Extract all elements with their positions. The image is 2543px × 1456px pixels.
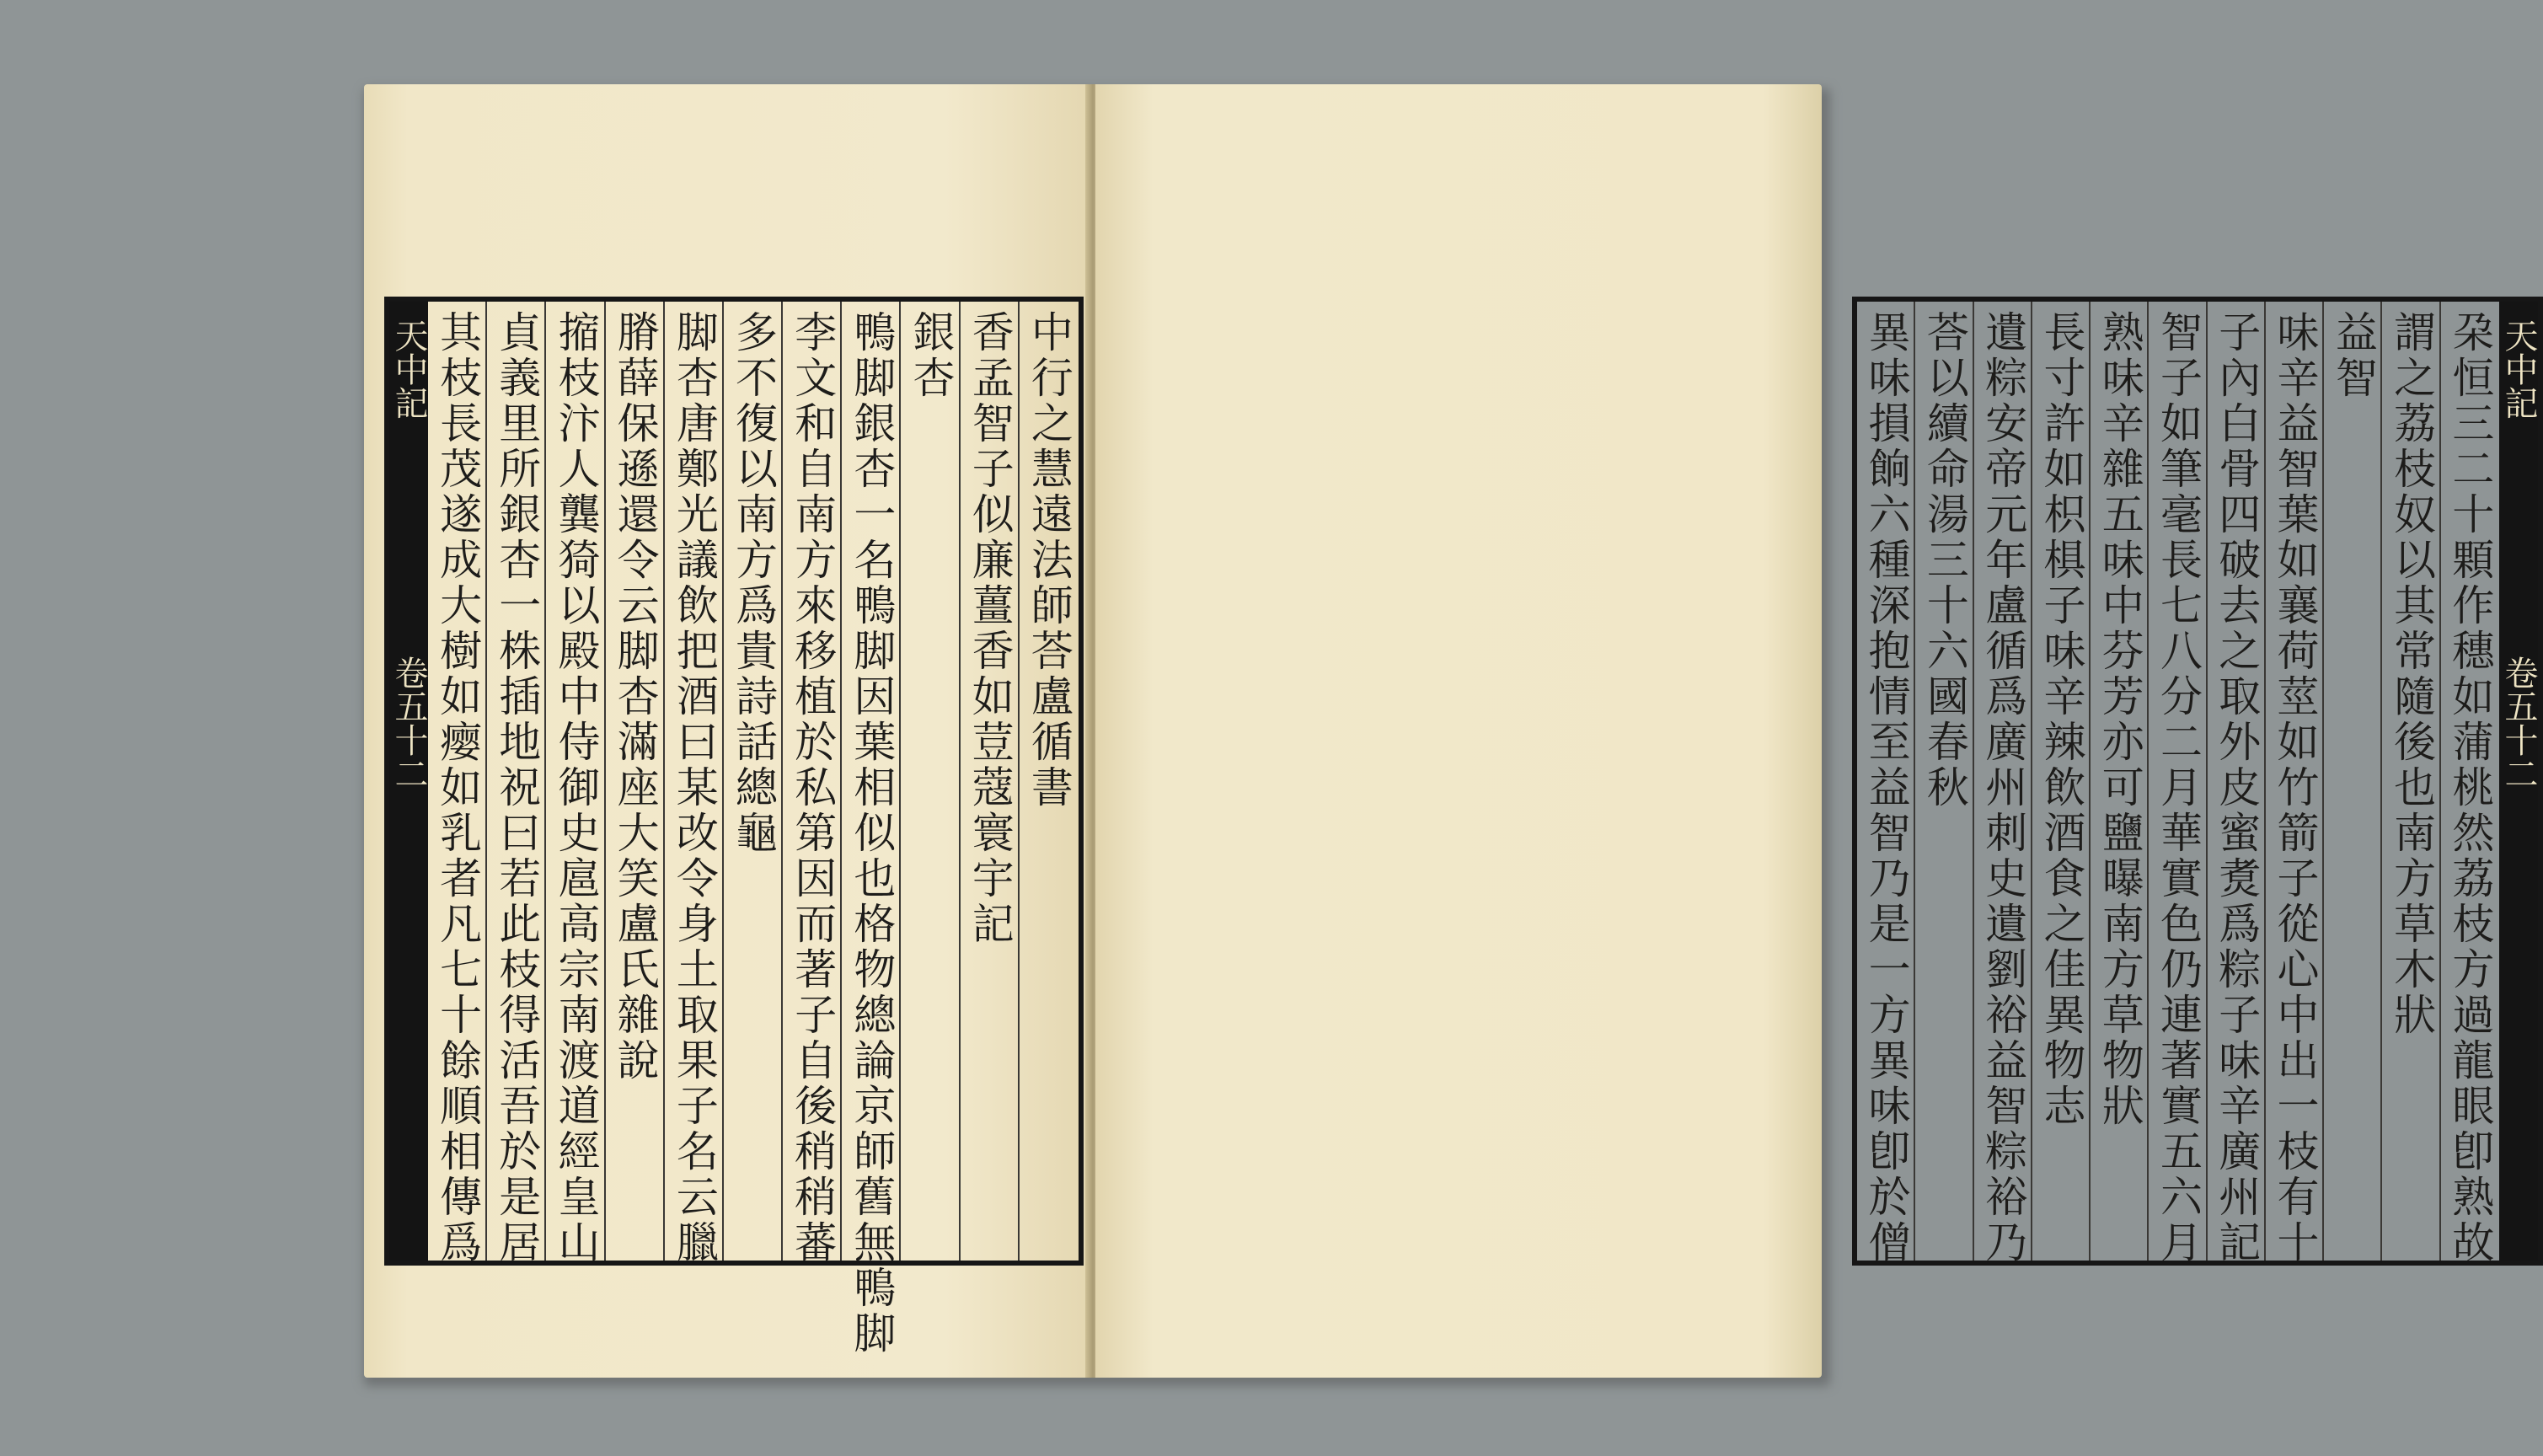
- column-rule: [485, 302, 487, 1261]
- column-rule: [2089, 302, 2091, 1261]
- column-rule: [1973, 302, 1974, 1261]
- open-book: [364, 84, 2538, 1378]
- right-page-column: 遺粽安帝元年盧循爲廣州刺史遺劉裕益智粽裕乃: [1978, 310, 2028, 1266]
- left-page-column: 膌薛保遜還令云脚杏滿座大笑盧氏雜說: [610, 310, 660, 1084]
- left-marginal-title: 天中記: [389, 318, 428, 420]
- column-rule: [604, 302, 606, 1261]
- right-page-column: 智子如筆毫長七八分二月華實色仍連著實五六月: [2154, 310, 2203, 1266]
- right-page-column: 異味損餉六種深抱情至益智乃是一方異味卽於僧: [1861, 310, 1911, 1266]
- right-marginal-strip: [2499, 302, 2538, 1261]
- column-rule: [2322, 302, 2324, 1261]
- column-rule: [781, 302, 783, 1261]
- left-page-column: 貞義里所銀杏一株插地祝曰若此枝得活吾於是居: [492, 310, 542, 1266]
- left-text-frame: [384, 297, 1084, 1357]
- right-page-column: 朶恒三二十顆作穗如蒲桃然荔枝方過龍眼卽熟故: [2445, 310, 2495, 1266]
- right-text-frame: [1852, 297, 2543, 1266]
- right-page-column: 味辛益智葉如襄荷莖如竹箭子從心中出一枝有十: [2270, 310, 2320, 1266]
- column-rule: [663, 302, 665, 1261]
- left-page-column: 摍枝汴人龔猗以殿中侍御史扈高宗南渡道經皇山: [551, 310, 601, 1266]
- left-marginal-strip: [389, 302, 428, 1261]
- right-page-column: 熟味辛雜五味中芬芳亦可鹽曝南方草物狀: [2095, 310, 2144, 1129]
- column-rule: [544, 302, 546, 1261]
- left-page-column: 中行之慧遠法師荅盧循書: [1024, 310, 1073, 811]
- column-rule: [722, 302, 724, 1261]
- left-page-column: 其枝長茂遂成大樹如瘿如乳者凡七十餘順相傳爲: [433, 310, 483, 1266]
- right-page-column: 謂之荔枝奴以其常隨後也南方草木狀: [2387, 310, 2437, 1038]
- column-rule: [2206, 302, 2208, 1261]
- column-rule: [2380, 302, 2382, 1261]
- left-page-column: 鴨脚銀杏一名鴨脚因葉相似也格物總論京師舊無鴨脚: [847, 310, 897, 1357]
- column-rule: [2439, 302, 2441, 1261]
- right-page-column: 長寸許如枳椇子味辛辣飲酒食之佳異物志: [2037, 310, 2086, 1129]
- column-rule: [1914, 302, 1915, 1261]
- left-page-column: 銀杏: [906, 310, 956, 401]
- left-page-column: 李文和自南方來移植於私第因而著子自後稍稍蕃: [788, 310, 838, 1266]
- right-page: [1095, 84, 2538, 1378]
- column-rule: [959, 302, 961, 1261]
- column-rule: [899, 302, 901, 1261]
- left-page-column: 香孟智子似廉薑香如荳蔻寰宇記: [965, 310, 1015, 947]
- column-rule: [2264, 302, 2266, 1261]
- left-page-column: 脚杏唐鄭光議飲把酒曰某改令身土取果子名云臘: [669, 310, 719, 1266]
- right-page-column: 荅以續命湯三十六國春秋: [1919, 310, 1969, 811]
- right-page-column: 益智: [2328, 310, 2378, 401]
- column-rule: [840, 302, 842, 1261]
- column-rule: [1018, 302, 1020, 1261]
- right-marginal-title: 天中記: [2499, 318, 2538, 420]
- left-marginal-volume: 卷五十二: [389, 656, 428, 790]
- column-rule: [2031, 302, 2032, 1261]
- right-marginal-volume: 卷五十二: [2499, 656, 2538, 790]
- right-page-column: 子內白骨四破去之取外皮蜜煑爲粽子味辛廣州記: [2212, 310, 2262, 1266]
- column-rule: [2147, 302, 2149, 1261]
- left-page-column: 多不復以南方爲貴詩話總龜: [729, 310, 778, 856]
- left-page: [364, 84, 1090, 1378]
